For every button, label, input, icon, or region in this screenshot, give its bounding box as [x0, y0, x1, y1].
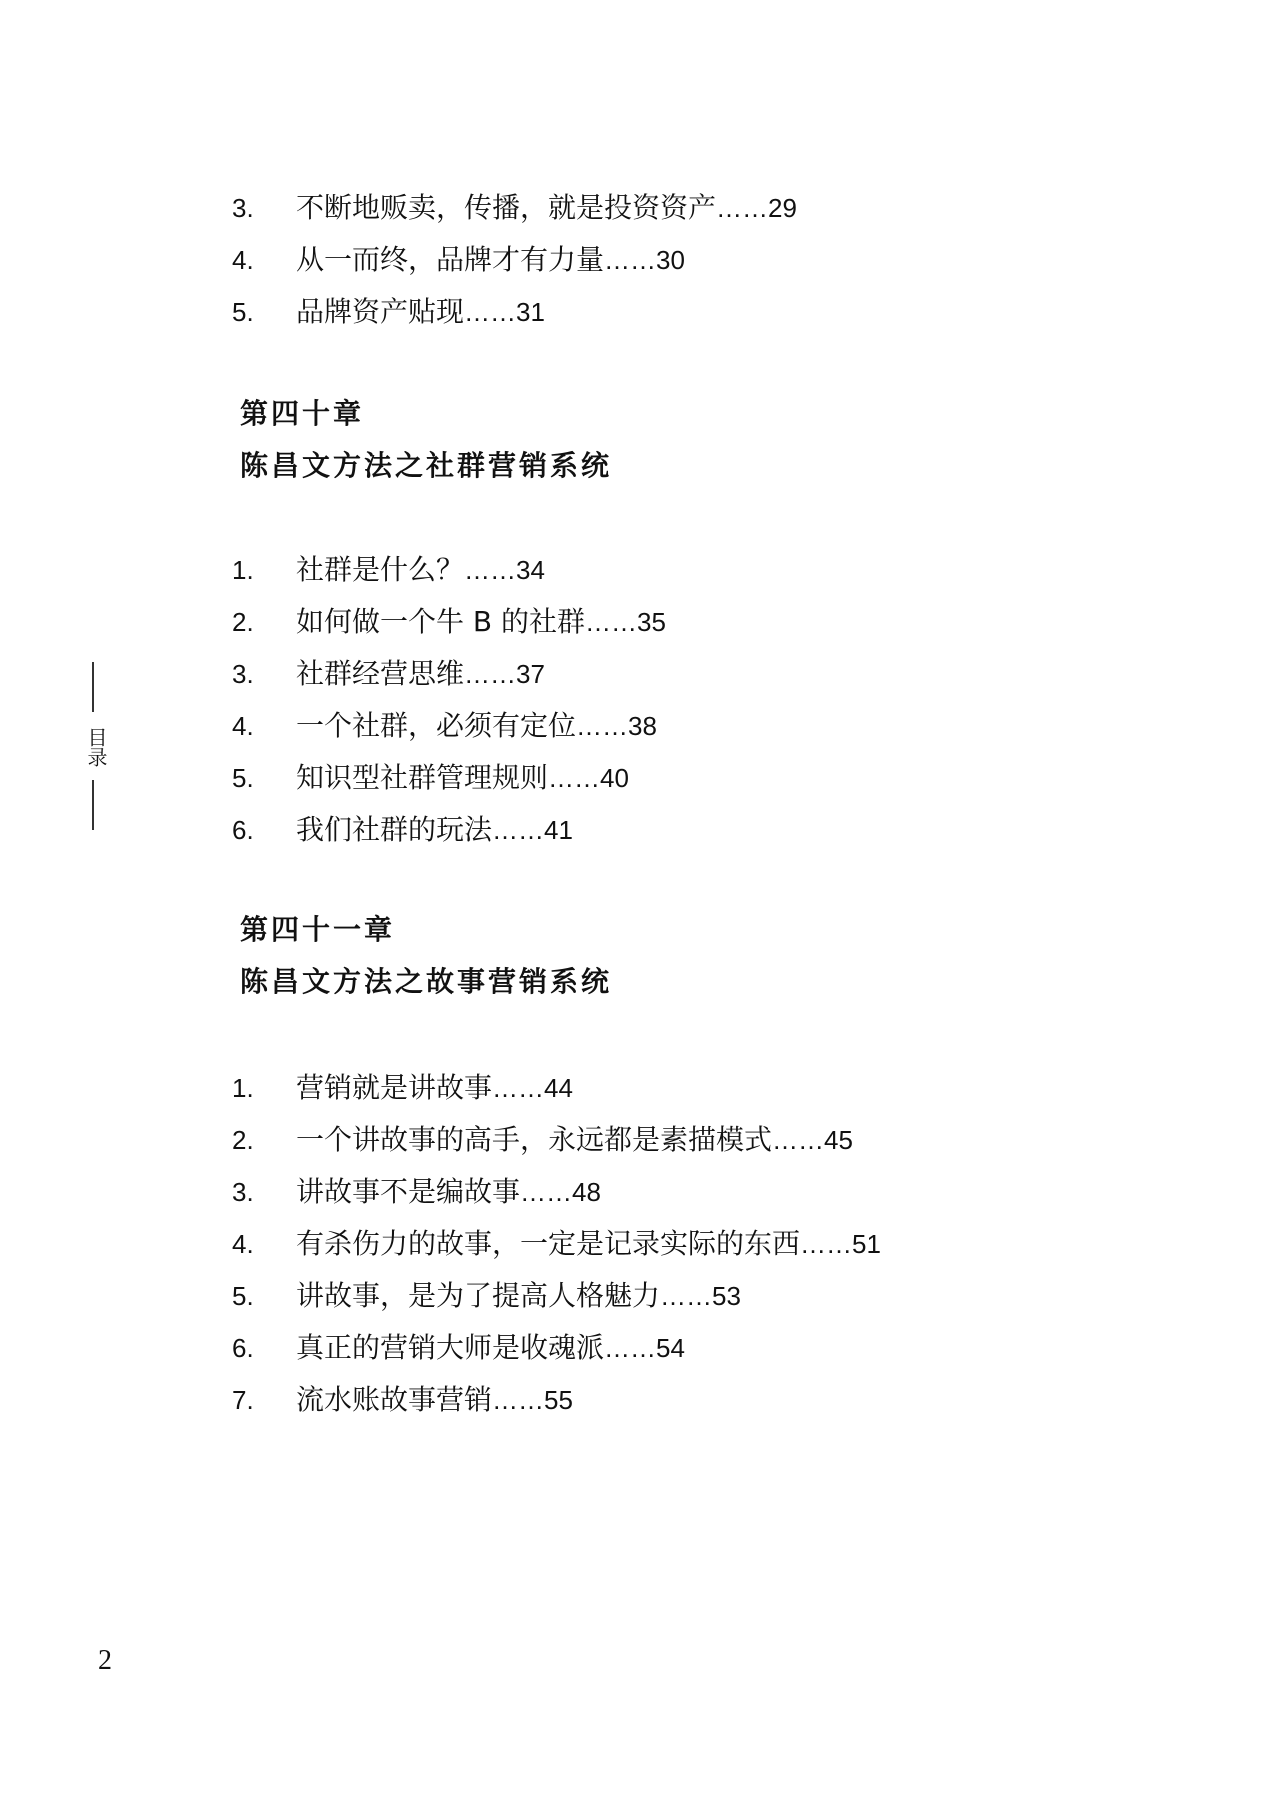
toc-item-title: 社群经营思维: [296, 657, 465, 690]
toc-item-number: 3.: [232, 1177, 254, 1207]
toc-item-page: ……40: [548, 763, 629, 793]
toc-item-number: 7.: [232, 1385, 254, 1415]
toc-item-number: 5.: [232, 1281, 254, 1311]
toc-item-title: 社群是什么？: [296, 553, 465, 586]
toc-item-title: 讲故事，是为了提高人格魅力: [296, 1279, 661, 1312]
toc-item-number: 5.: [232, 297, 254, 327]
toc-item: [232, 1068, 573, 1108]
toc-item: [232, 1120, 853, 1160]
toc-item-title: 知识型社群管理规则: [296, 761, 549, 794]
toc-item: [232, 602, 666, 642]
toc-item-page: ……29: [716, 193, 797, 223]
toc-item: [232, 810, 573, 850]
toc-item-page: ……38: [576, 711, 657, 741]
toc-item-page: ……34: [464, 555, 545, 585]
toc-item-number: 6.: [232, 815, 254, 845]
toc-item-number: 2.: [232, 607, 254, 637]
toc-item-page: ……37: [464, 659, 545, 689]
side-rule-bottom: [92, 780, 94, 830]
toc-item-title: 一个讲故事的高手，永远都是素描模式: [296, 1123, 773, 1156]
toc-item: [232, 758, 629, 798]
toc-item-number: 3.: [232, 659, 254, 689]
toc-item-page: ……48: [520, 1177, 601, 1207]
toc-item-page: ……30: [604, 245, 685, 275]
chapter-title: 陈昌文方法之社群营销系统: [240, 449, 613, 482]
toc-item-title: 一个社群，必须有定位: [296, 709, 577, 742]
toc-item-page: ……55: [492, 1385, 573, 1415]
toc-item: [232, 188, 797, 228]
toc-item-title: 品牌资产贴现: [296, 295, 465, 328]
toc-item: [232, 240, 685, 280]
toc-item-page: ……35: [585, 607, 666, 637]
toc-item: [232, 292, 545, 332]
toc-item-title: 从一而终，品牌才有力量: [296, 243, 605, 276]
toc-item: [232, 706, 657, 746]
toc-item: [232, 1172, 601, 1212]
toc-item: [232, 1380, 573, 1420]
toc-item-title: 流水账故事营销: [296, 1383, 493, 1416]
page-number: 2: [98, 1645, 112, 1676]
toc-item-number: 4.: [232, 711, 254, 741]
toc-item-number: 4.: [232, 245, 254, 275]
toc-item-page: ……44: [492, 1073, 573, 1103]
toc-item-title: 我们社群的玩法: [296, 813, 493, 846]
side-rule-top: [92, 662, 94, 712]
toc-item: [232, 1328, 685, 1368]
chapter-title: 陈昌文方法之故事营销系统: [240, 965, 613, 998]
toc-item-title: 不断地贩卖，传播，就是投资资产: [296, 191, 717, 224]
toc-item: [232, 1224, 881, 1264]
toc-item-number: 1.: [232, 555, 254, 585]
toc-item: [232, 654, 545, 694]
chapter-label: 第四十章: [240, 397, 365, 430]
toc-item: [232, 550, 545, 590]
toc-item: [232, 1276, 741, 1316]
toc-item-title: 真正的营销大师是收魂派: [296, 1331, 605, 1364]
toc-item-number: 2.: [232, 1125, 254, 1155]
chapter-label: 第四十一章: [240, 913, 396, 946]
toc-item-page: ……31: [464, 297, 545, 327]
side-section-label: 目录: [84, 727, 108, 767]
toc-item-page: ……45: [772, 1125, 853, 1155]
toc-item-title: 讲故事不是编故事: [296, 1175, 521, 1208]
toc-item-page: ……54: [604, 1333, 685, 1363]
toc-item-number: 4.: [232, 1229, 254, 1259]
toc-item-page: ……51: [800, 1229, 881, 1259]
toc-item-number: 5.: [232, 763, 254, 793]
toc-item-number: 6.: [232, 1333, 254, 1363]
toc-item-title: 如何做一个牛 B 的社群: [296, 605, 586, 638]
toc-item-number: 3.: [232, 193, 254, 223]
toc-item-page: ……41: [492, 815, 573, 845]
toc-item-number: 1.: [232, 1073, 254, 1103]
toc-item-page: ……53: [660, 1281, 741, 1311]
toc-item-title: 营销就是讲故事: [296, 1071, 493, 1104]
side-section-marker: [78, 662, 108, 830]
toc-item-title: 有杀伤力的故事，一定是记录实际的东西: [296, 1227, 801, 1260]
